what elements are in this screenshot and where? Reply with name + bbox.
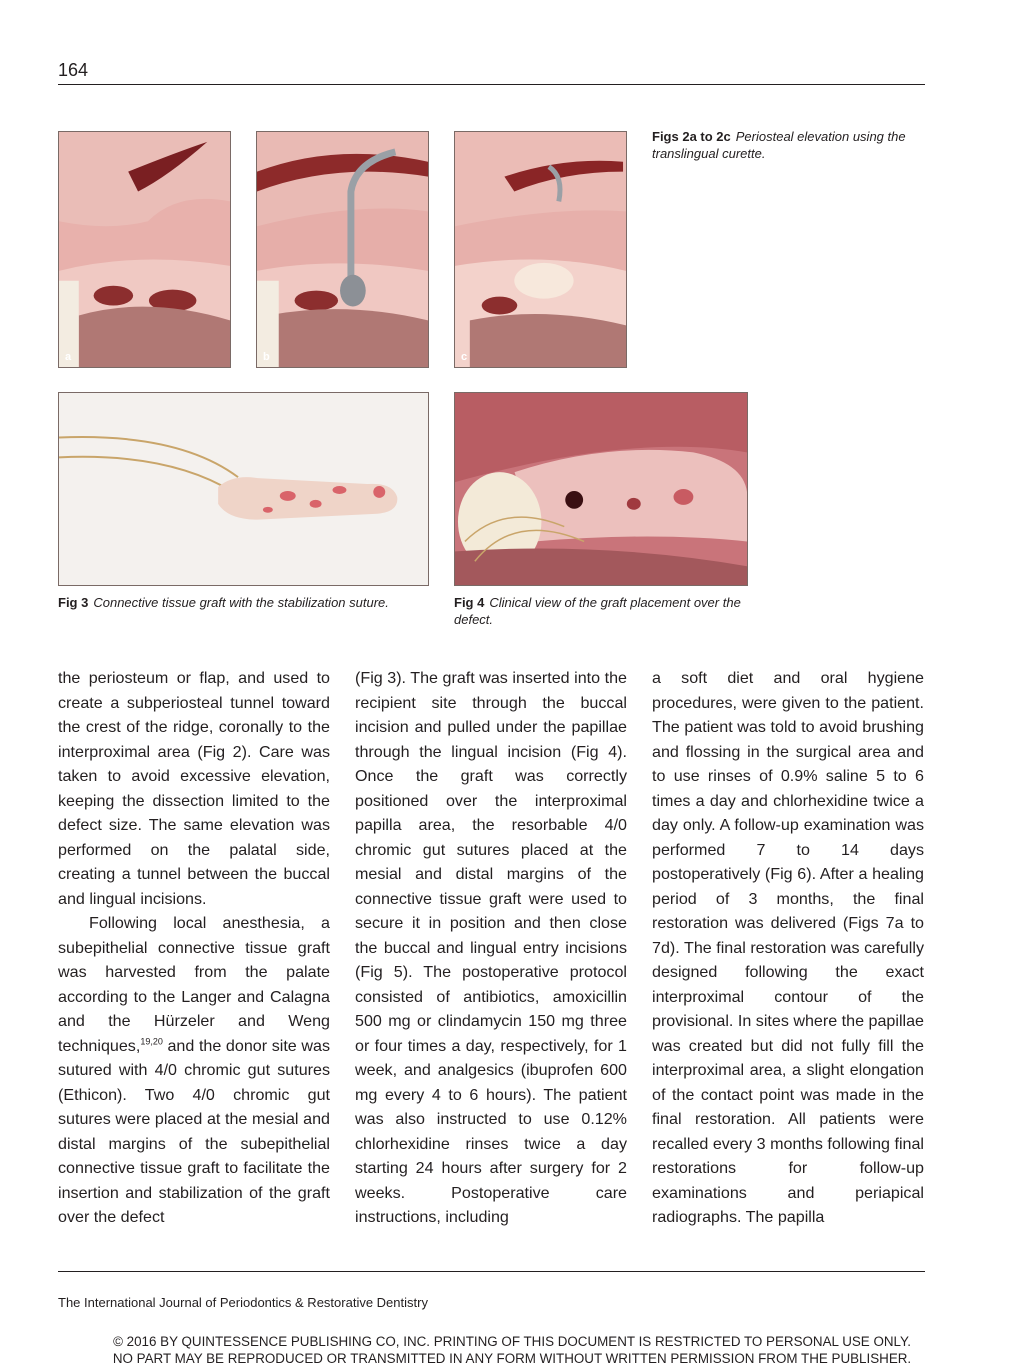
figure-2c-photo — [454, 131, 627, 368]
body-column-3 — [652, 666, 924, 1230]
figure-2a-photo — [58, 131, 231, 368]
body-text: and the donor site was sutured with 4/0 chromic gut sutures (Ethicon). Two 4/0 chromic gut sutures were placed at the mesial and distal margins of the subepithelial connective tissue graft to facilitate the insertion and stabilization of the graft over the defect — [58, 1036, 330, 1226]
body-paragraph: the periosteum or flap, and used to create a subperiosteal tunnel toward the crest of the ridge, coronally to the interproximal area (Fig 2). Care was taken to avoid excessive elevation, keeping the dissection limited to the defect size. The same elevation was performed on the palatal side, creating a tunnel between the buccal and lingual incisions. — [58, 669, 330, 908]
figure-3-label: Fig 3 — [58, 595, 89, 610]
copyright-line: © 2016 BY QUINTESSENCE PUBLISHING CO, INC. PRINTING OF THIS DOCUMENT IS RESTRICTED TO PERSONAL USE ONLY. — [113, 1334, 911, 1349]
figure-3-caption-text: Connective tissue graft with the stabilization suture. — [93, 595, 389, 610]
journal-name: The International Journal of Periodontics & Restorative Dentistry — [58, 1295, 428, 1310]
figure-3-photo — [58, 392, 429, 586]
panel-label-c: c — [461, 351, 468, 363]
figure-2b-photo — [256, 131, 429, 368]
figure-4-caption — [454, 594, 754, 628]
copyright-line: NO PART MAY BE REPRODUCED OR TRANSMITTED IN ANY FORM WITHOUT WRITTEN PERMISSION FROM THE PUBLISHER. — [112, 1351, 912, 1366]
body-text: Following local anesthesia, a subepithelial connective tissue graft was harvested from the palate according to the Langer and Calagna and the Hürzeler and Weng techniques, — [58, 914, 330, 1055]
citation-superscript: 19,20 — [140, 1036, 163, 1047]
footer-rule — [58, 1271, 925, 1272]
figure-4-photo — [454, 392, 748, 586]
figure-4-caption-text: Clinical view of the graft placement over the defect. — [454, 595, 741, 627]
figure-2-caption — [652, 128, 922, 162]
figure-2-caption-text: Periosteal elevation using the translingual curette. — [652, 129, 906, 161]
figure-2-label: Figs 2a to 2c — [652, 129, 731, 144]
copyright-notice — [58, 1333, 966, 1367]
body-column-2 — [355, 666, 627, 1230]
panel-label-a: a — [65, 351, 72, 363]
body-paragraph — [58, 911, 330, 1230]
header-rule — [58, 84, 925, 85]
body-column-1 — [58, 666, 330, 1230]
body-paragraph: (Fig 3). The graft was inserted into the recipient site through the buccal incision and pulled under the papillae through the lingual incision (Fig 4). Once the graft was correctly positioned over the interproximal papilla area, the resorbable 4/0 chromic gut sutures placed at the mesial and distal margins of the connective tissue graft were used to secure it in position and then close the buccal and lingual entry incisions (Fig 5). The postoperative protocol consisted of antibiotics, amoxicillin 500 mg or clindamycin 150 mg three or four times a day, respectively, for 1 week, and analgesics (ibuprofen 600 mg every 4 to 6 hours). The patient was also instructed to use 0.12% chlorhexidine rinses twice a day starting 24 hours after surgery for 2 weeks. Postoperative care instructions, including — [355, 669, 627, 1226]
figure-4-label: Fig 4 — [454, 595, 485, 610]
page-number: 164 — [58, 60, 89, 80]
body-paragraph: a soft diet and oral hygiene procedures, were given to the patient. The patient was told to avoid brushing and flossing in the surgical area and to use rinses of 0.9% saline 5 to 6 times a day and chlorhexidine twice a day only. A follow-up examination was performed 7 to 14 days postoperatively (Fig 6). After a healing period of 3 months, the final restoration was delivered (Figs 7a to 7d). The final restoration was carefully designed following the exact interproximal contour of the provisional. In sites where the papillae was created but did not fully fill the interproximal area, a slight elongation of the contact point was made in the final restoration. All patients were recalled every 3 months following final restorations for follow-up examinations and periapical radiographs. The papilla — [652, 669, 924, 1226]
figure-3-caption — [58, 594, 438, 611]
panel-label-b: b — [263, 351, 270, 363]
